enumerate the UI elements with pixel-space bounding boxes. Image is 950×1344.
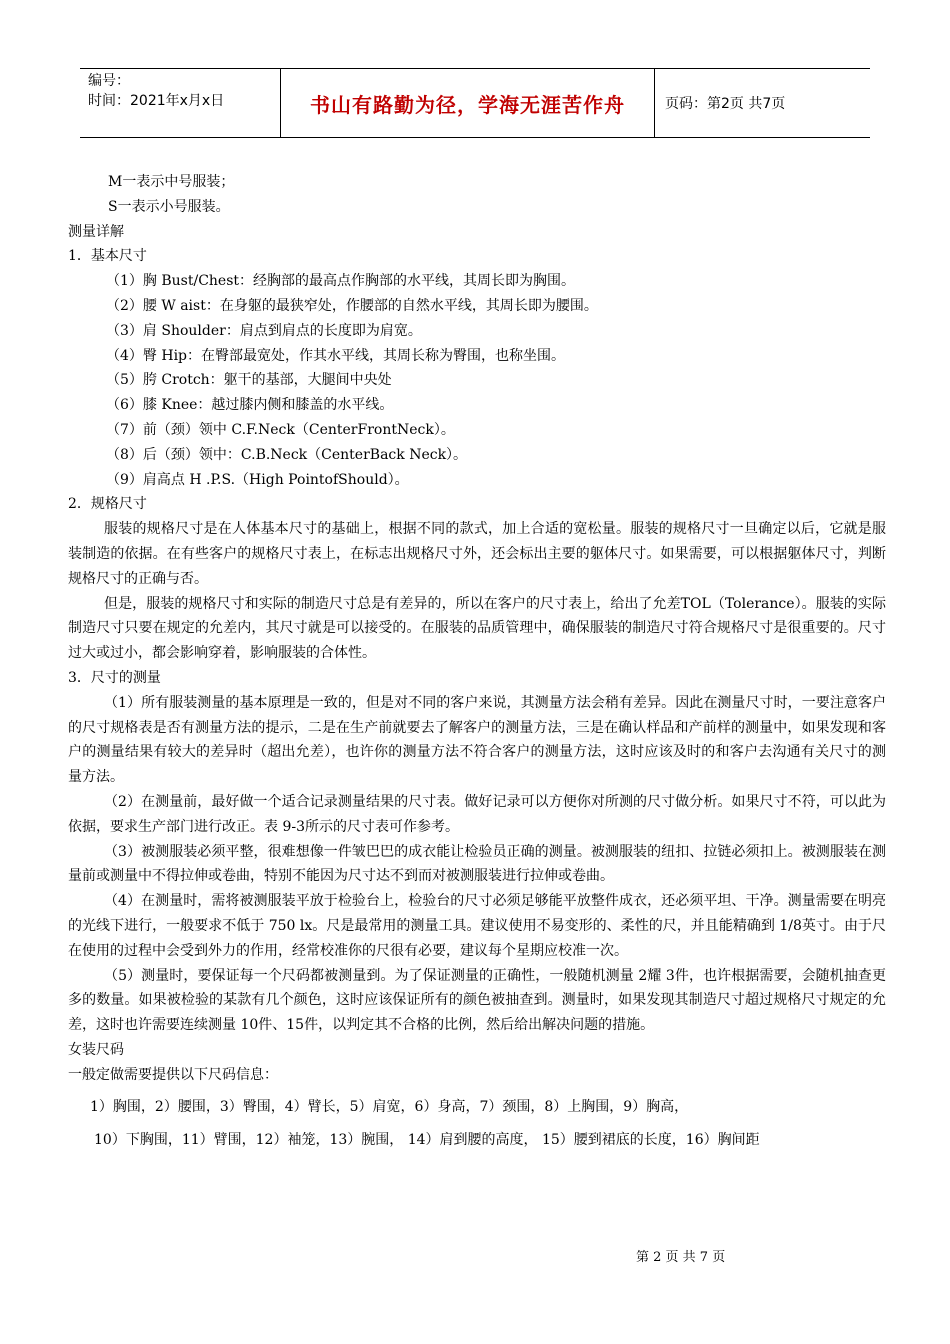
time-label: 时间：2021年x月x日 bbox=[88, 93, 225, 109]
size-m-line: M一表示中号服装； bbox=[108, 174, 235, 190]
header-motto: 书山有路勤为径，学海无涯苦作舟 bbox=[281, 69, 655, 137]
measure-paragraph-2: （2）在测量前，最好做一个适合记录测量结果的尺寸表。做好记录可以方便你对所测的尺寸做分析。如果尺寸不符，可以此为依据，要求生产部门进行改正。表 9-3所示的尺寸表可作参考。 bbox=[68, 793, 886, 835]
general-info-line: 一般定做需要提供以下尺码信息： bbox=[68, 1066, 278, 1083]
basic-item-2: （2）腰 W aist：在身躯的最狭窄处，作腰部的自然水平线，其周长即为腰围。 bbox=[106, 297, 598, 314]
basic-item-5: （5）胯 Crotch：躯干的基部，大腿间中央处 bbox=[106, 372, 392, 389]
page-header bbox=[80, 68, 870, 138]
spec-paragraph-1: 服装的规格尺寸是在人体基本尺寸的基础上，根据不同的款式，加上合适的宽松量。服装的规格尺寸一旦确定以后，它就是服装制造的依据。在有些客户的规格尺寸表上，在标志出规格尺寸外，还会标出主要的躯体尺寸。如果需要，可以根据躯体尺寸，判断规格尺寸的正确与否。 bbox=[68, 521, 886, 587]
measure-paragraph-4: （4）在测量时，需将被测服装平放于检验台上，检验台的尺寸必须足够能平放整件成衣，还必须平坦、干净。测量需要在明亮的光线下进行，一般要求不低于 750 lx。尺是最常用的测量工具。建议使用不易变形的、柔性的尺，并且能精确到 1/8英寸。由于尺在使用的过程中会受到外力的作用，经常校准你的尺很有必要，建议每个星期应校准一次。 bbox=[68, 893, 886, 959]
header-meta bbox=[80, 69, 281, 137]
heading-measurement: 3．尺寸的测量 bbox=[68, 669, 161, 686]
page-footer: 第 2 页 共 7 页 bbox=[636, 1250, 726, 1265]
basic-item-9: （9）肩高点 H .P.S.（High PointofShould）。 bbox=[106, 471, 409, 488]
basic-item-3: （3）肩 Shoulder：肩点到肩点的长度即为肩宽。 bbox=[106, 322, 422, 339]
basic-item-1: （1）胸 Bust/Chest：经胸部的最高点作胸部的水平线，其周长即为胸围。 bbox=[106, 273, 576, 290]
section-title: 测量详解 bbox=[68, 223, 124, 240]
size-s-line: S一表示小号服装。 bbox=[108, 198, 230, 215]
heading-basic-sizes: 1．基本尺寸 bbox=[68, 248, 147, 265]
basic-item-4: （4）臀 Hip：在臀部最宽处，作其水平线，其周长称为臀围，也称坐围。 bbox=[106, 347, 566, 364]
spec-paragraph-2: 但是，服装的规格尺寸和实际的制造尺寸总是有差异的，所以在客户的尺寸表上，给出了允差TOL（Tolerance）。服装的实际制造尺寸只要在规定的允差内，其尺寸就是可以接受的。在服装的品质管理中，确保服装的制造尺寸符合规格尺寸是很重要的。尺寸过大或过小，都会影响穿着，影响服装的合体性。 bbox=[68, 595, 886, 662]
header-page-info: 页码：第2页 共7页 bbox=[665, 96, 786, 112]
number-label: 编号： bbox=[88, 73, 130, 89]
basic-item-6: （6）膝 Knee：越过膝内侧和膝盖的水平线。 bbox=[106, 397, 394, 414]
basic-item-8: （8）后（颈）领中：C.B.Neck（CenterBack Neck）。 bbox=[106, 446, 468, 463]
measure-paragraph-1: （1）所有服装测量的基本原理是一致的，但是对不同的客户来说，其测量方法会稍有差异。因此在测量尺寸时，一要注意客户的尺寸规格表是否有测量方法的提示，二是在生产前就要去了解客户的测量方法，三是在确认样品和产前样的测量中，如果发现和客户的测量结果有较大的差异时（超出允差），也许你的测量方法不符合客户的测量方法，这时应该及时的和客户去沟通有关尺寸的测量方法。 bbox=[68, 694, 886, 786]
sizes-list-line-1: 1）胸围，2）腰围，3）臀围，4）臂长，5）肩宽，6）身高，7）颈围，8）上胸围，9）胸高， bbox=[90, 1099, 689, 1116]
measure-paragraph-5: （5）测量时，要保证每一个尺码都被测量到。为了保证测量的正确性，一般随机测量 2耀 3件，也许根据需要，会随机抽查更多的数量。如果被检验的某款有几个颜色，这时应该保证所有的颜色被抽查到。测量时，如果发现其制造尺寸超过规格尺寸规定的允差，这时也许需要连续测量 10件、15件，以判定其不合格的比例，然后给出解决问题的措施。 bbox=[68, 967, 886, 1034]
basic-item-7: （7）前（颈）领中 C.F.Neck（CenterFrontNeck）。 bbox=[106, 421, 455, 438]
heading-spec-sizes: 2．规格尺寸 bbox=[68, 496, 147, 513]
women-sizes-title: 女装尺码 bbox=[68, 1041, 124, 1058]
document-body bbox=[68, 170, 886, 1153]
sizes-list-line-2: 10）下胸围，11）臂围，12）袖笼，13）腕围， 14）肩到腰的高度， 15）腰到裙底的长度，16）胸间距 bbox=[94, 1132, 760, 1149]
measure-paragraph-3: （3）被测服装必须平整，很难想像一件皱巴巴的成衣能让检验员正确的测量。被测服装的纽扣、拉链必须扣上。被测服装在测量前或测量中不得拉伸或卷曲，特别不能因为尺寸达不到而对被测服装进行拉伸或卷曲。 bbox=[68, 843, 886, 885]
